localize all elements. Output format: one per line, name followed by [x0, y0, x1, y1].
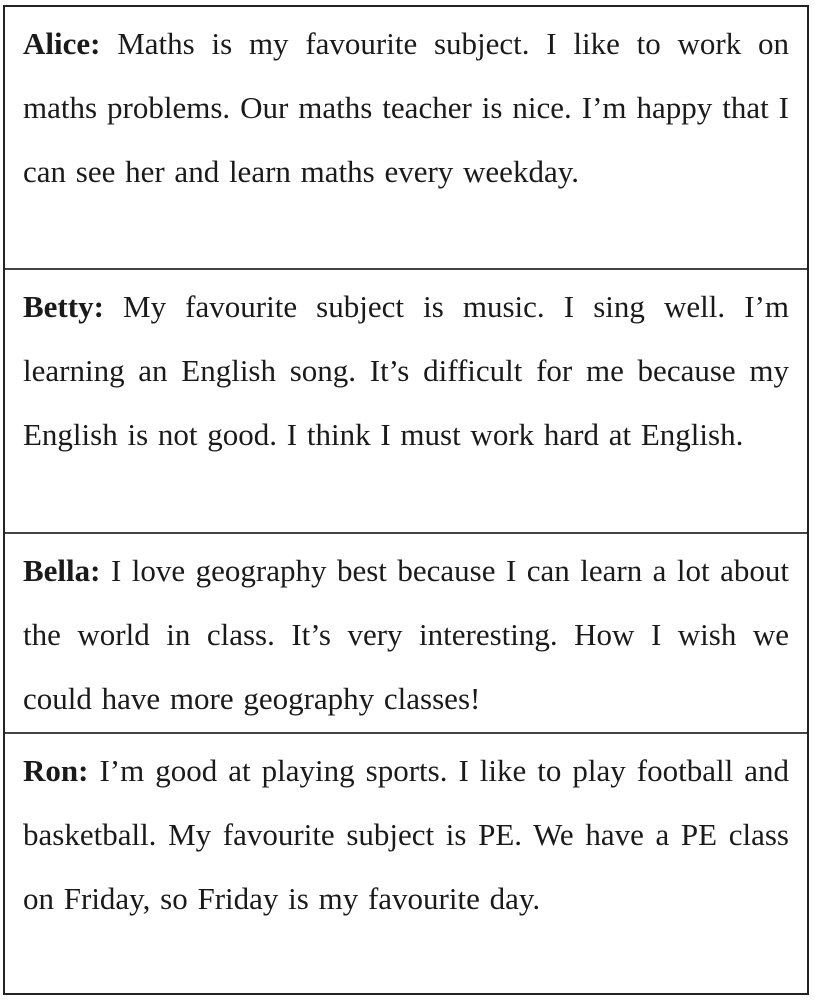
entry-text: [23, 7, 789, 204]
entry-text: [23, 534, 789, 731]
entry-body: My favourite subject is music. I sing well. I’m learning an English song. It’s difficult for me because my English is not good. I think I must work hard at English.: [23, 289, 789, 452]
speaker-name: Alice:: [23, 26, 101, 61]
entry-row-betty: [5, 270, 807, 534]
speaker-name: Betty:: [23, 289, 104, 324]
entry-row-alice: [5, 7, 807, 270]
entry-text: [23, 734, 789, 931]
entry-body: I love geography best because I can learn a lot about the world in class. It’s very interesting. How I wish we could have more geography classes!: [23, 553, 789, 716]
entry-row-ron: [5, 734, 807, 993]
passage-table: [3, 5, 809, 995]
entry-row-bella: [5, 534, 807, 734]
entry-text: [23, 270, 789, 467]
speaker-name: Bella:: [23, 553, 101, 588]
entry-body: Maths is my favourite subject. I like to work on maths problems. Our maths teacher is nice. I’m happy that I can see her and learn maths every weekday.: [23, 26, 789, 189]
entry-body: I’m good at playing sports. I like to play football and basketball. My favourite subject is PE. We have a PE class on Friday, so Friday is my favourite day.: [23, 753, 789, 916]
speaker-name: Ron:: [23, 753, 89, 788]
